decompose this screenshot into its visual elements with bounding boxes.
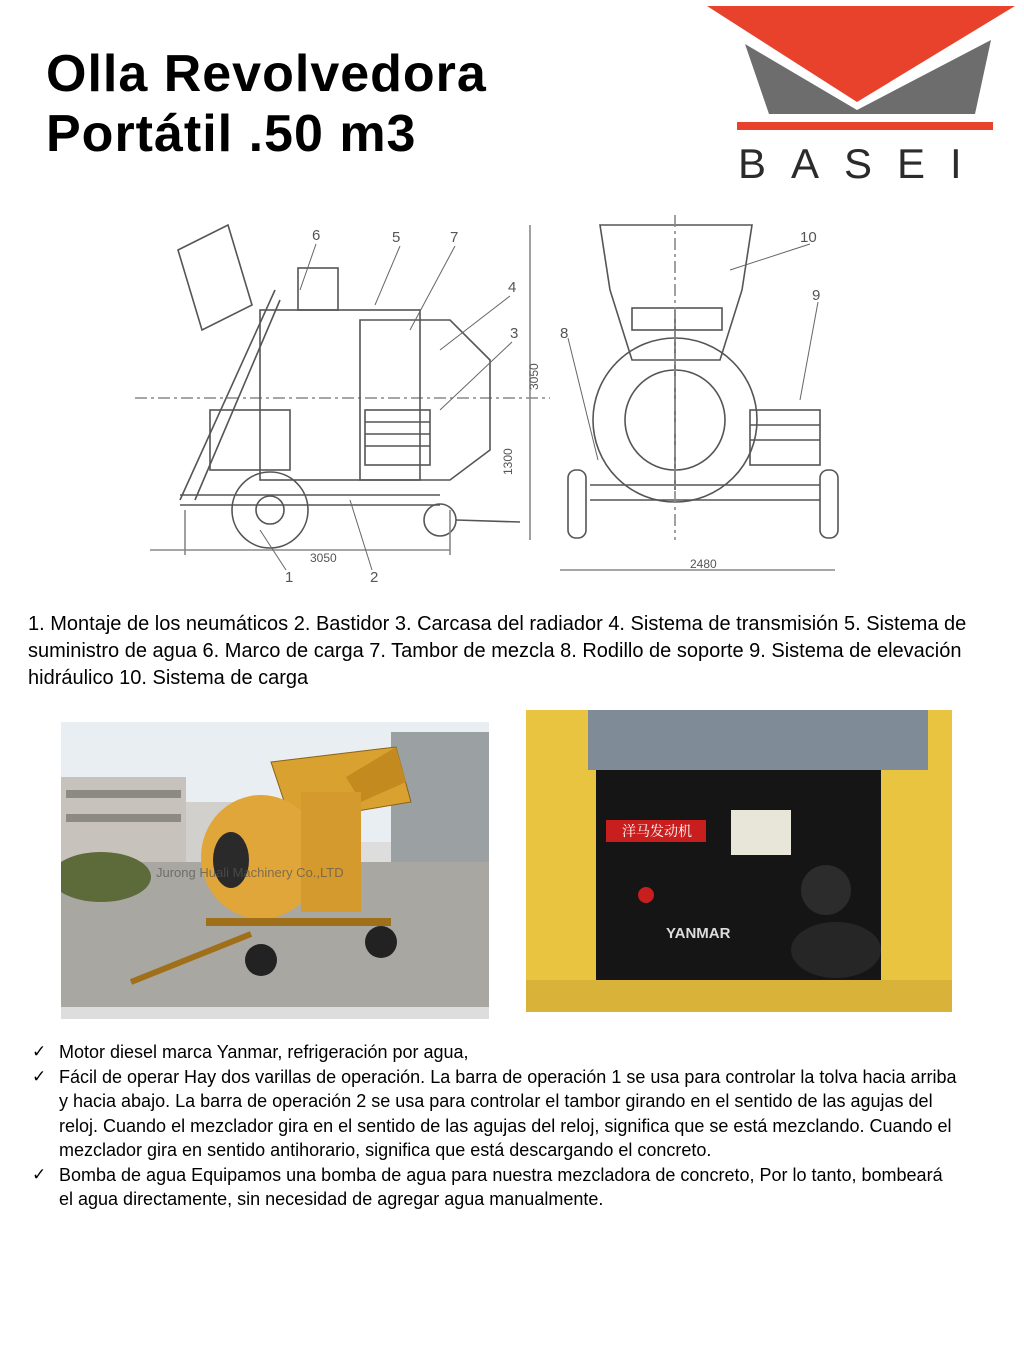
parts-legend: 1. Montaje de los neumáticos 2. Bastidor 3. Carcasa del radiador 4. Sistema de transmisión 5. Sistema de suministro de agua 6. Marco de carga 7. Tambor de mezcla 8. Rodillo de soporte 9. Sistema de elevación hidráulico 10. Sistema de carga [28, 613, 967, 689]
engine-photo [526, 710, 952, 1012]
mixer-technical-drawing [120, 210, 860, 585]
feature-item [32, 1065, 957, 1163]
callout-9: 9 [812, 287, 821, 304]
callout-7: 7 [450, 229, 459, 246]
callout-5: 5 [392, 229, 401, 246]
feature-item [32, 1040, 957, 1065]
callout-6: 6 [312, 227, 321, 244]
callout-3: 3 [510, 325, 519, 342]
check-icon: ✓ [32, 1042, 47, 1062]
mixer-photo [61, 722, 489, 1019]
engine-label-cn: 洋马发动机 [622, 824, 692, 840]
callout-8: 8 [560, 325, 569, 342]
callout-2: 2 [370, 569, 379, 585]
side-view [135, 225, 550, 565]
dim-width: 2480 [690, 557, 717, 571]
logo-brand-text: BASEI [738, 140, 987, 187]
yanmar-engine-illustration [526, 710, 952, 1012]
feature-list [32, 1040, 957, 1212]
check-icon: ✓ [32, 1164, 47, 1185]
feature-item [32, 1163, 957, 1212]
callout-1: 1 [285, 569, 294, 585]
front-view [560, 215, 838, 571]
dim-frame-height: 1300 [501, 448, 515, 475]
concrete-mixer-illustration [61, 722, 489, 1007]
callout-10: 10 [800, 229, 817, 246]
callout-4: 4 [508, 279, 517, 296]
dim-length: 3050 [310, 551, 337, 565]
photo-watermark: Jurong Huali Machinery Co.,LTD [156, 865, 344, 880]
check-icon: ✓ [32, 1066, 47, 1087]
title-line-1: Olla Revolvedora [46, 45, 487, 103]
feature-text: Motor diesel marca Yanmar, refrigeración por agua, [59, 1042, 469, 1062]
feature-text: Bomba de agua Equipamos una bomba de agua para nuestra mezcladora de concreto, Por lo tanto, bombeará el agua directamente, sin necesidad de agregar agua manualmente. [59, 1164, 943, 1209]
page-title [46, 44, 487, 164]
engine-brand: YANMAR [666, 925, 731, 942]
title-line-2: Portátil .50 m3 [46, 105, 417, 163]
dim-height: 3050 [527, 363, 541, 390]
feature-text: Fácil de operar Hay dos varillas de operación. La barra de operación 1 se usa para controlar la tolva hacia arriba y hacia abajo. La barra de operación 2 se usa para controlar el tambor girando en el sentido de las agujas del reloj. Cuando el mezclador gira en el sentido de las agujas del reloj, significa que se está mezclando. Cuando el mezclador gira en sentido antihorario, significa que está descargando el concreto. [59, 1066, 957, 1160]
